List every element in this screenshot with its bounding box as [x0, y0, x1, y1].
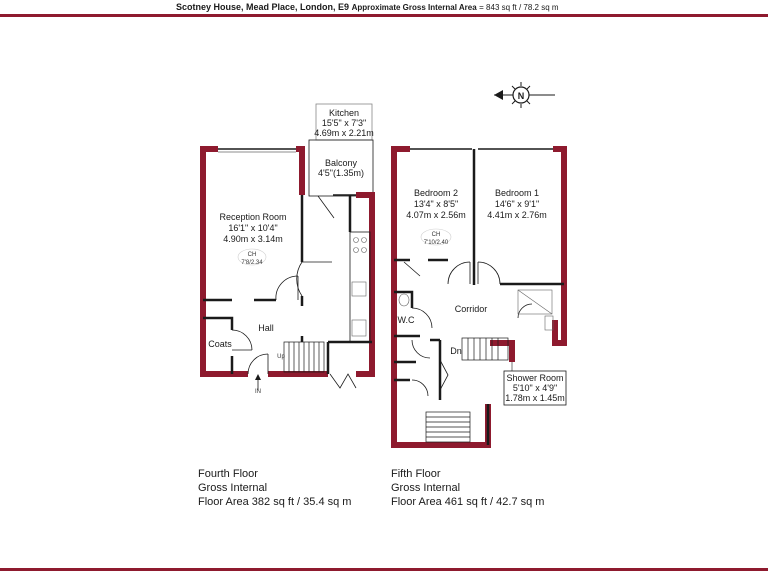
area-label: Approximate Gross Internal Area: [351, 3, 477, 12]
kitchen-imperial: 15'5" x 7'3": [321, 118, 367, 128]
fourth-floor-gross: Gross Internal: [198, 482, 268, 494]
shower-name: Shower Room: [506, 373, 564, 383]
fifth-floor-area: Floor Area 461 sq ft / 42.7 sq m: [391, 496, 545, 508]
coats-label: Coats: [208, 339, 232, 349]
bedroom2-ch-height: 7'10/2.40: [423, 240, 449, 246]
footer-rule: [0, 568, 768, 571]
corridor-label: Corridor: [454, 304, 488, 314]
fourth-floor-plan: [203, 104, 374, 395]
fifth-floor-gross: Gross Internal: [391, 482, 461, 494]
balcony-name: Balcony: [324, 158, 358, 168]
shower-metric: 1.78m x 1.45m: [505, 393, 565, 403]
balcony-dims: 4'5"(1.35m): [318, 168, 364, 178]
stairs-up-fourth: [284, 342, 324, 372]
kitchen-metric: 4.69m x 2.21m: [314, 128, 374, 138]
bedroom1-name: Bedroom 1: [494, 188, 540, 198]
bedroom2-imperial: 13'4" x 8'5": [413, 199, 459, 209]
area-value: = 843 sq ft / 78.2 sq m: [479, 3, 559, 12]
fourth-floor-area: Floor Area 382 sq ft / 35.4 sq m: [198, 496, 352, 508]
bedroom2-ch: CH: [431, 232, 441, 238]
bedroom2-name: Bedroom 2: [413, 188, 459, 198]
up-label: Up: [277, 354, 285, 360]
reception-name: Reception Room: [219, 212, 287, 222]
fourth-floor-summary: [198, 467, 351, 509]
fifth-floor-name: Fifth Floor: [391, 468, 441, 480]
wc-label: W.C: [397, 315, 415, 325]
reception-imperial: 16'1" x 10'4": [228, 223, 278, 233]
compass-icon: [494, 82, 555, 108]
reception-metric: 4.90m x 3.14m: [223, 234, 283, 244]
bedroom1-imperial: 14'6" x 9'1": [494, 199, 540, 209]
stairs-down-fifth: [426, 338, 508, 442]
kitchen-name: Kitchen: [328, 108, 360, 118]
address: Scotney House, Mead Place, London, E9: [176, 2, 350, 12]
hall-label: Hall: [258, 323, 274, 333]
bedroom1-metric: 4.41m x 2.76m: [487, 210, 547, 220]
dn-label: Dn: [450, 346, 462, 356]
fifth-floor-summary: [391, 467, 544, 509]
reception-ch: CH: [247, 252, 257, 258]
bedroom2-metric: 4.07m x 2.56m: [406, 210, 466, 220]
shower-imperial: 5'10" x 4'9": [512, 383, 558, 393]
fifth-floor-plan: [394, 149, 566, 445]
fourth-floor-name: Fourth Floor: [198, 468, 258, 480]
reception-ch-height: 7'8/2.34: [241, 260, 263, 266]
compass-letter: N: [517, 91, 525, 101]
in-label: IN: [255, 389, 261, 395]
